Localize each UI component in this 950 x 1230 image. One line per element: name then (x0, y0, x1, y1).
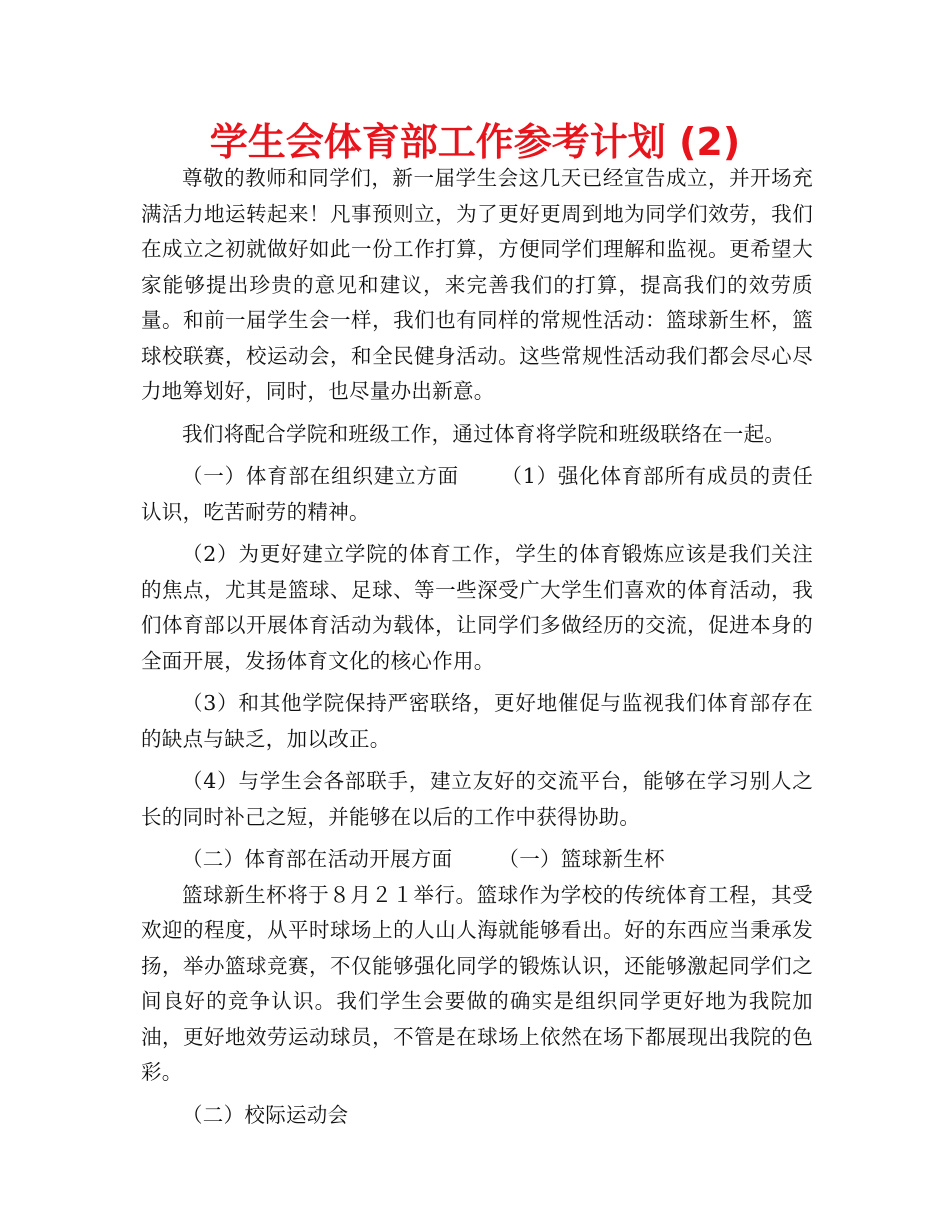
section-2-paragraph (141, 842, 813, 878)
section-2-subheading-1: （一）篮球新生杯 (498, 847, 665, 871)
intro-paragraph: 尊敬的教师和同学们，新一届学生会这几天已经宣告成立，并开场充满活力地运转起来！凡事预则立，为了更好更周到地为同学们效劳，我们在成立之初就做好如此一份工作打算，方便同学们理解和监视。更希望大家能够提出珍贵的意见和建议，来完善我们的打算，提高我们的效劳质量。和前一届学生会一样，我们也有同样的常规性活动：篮球新生杯，篮球校联赛，校运动会，和全民健身活动。这些常规性活动我们都会尽心尽力地筹划好，同时，也尽量办出新意。 (141, 166, 813, 403)
section-1-heading: （一）体育部在组织建立方面 (182, 464, 459, 488)
section-1-item-3: （3）和其他学院保持严密联络，更好地催促与监视我们体育部存在的缺点与缺乏，加以改正。 (141, 691, 813, 751)
section-2-heading: （二）体育部在活动开展方面 (182, 847, 453, 871)
section-1-paragraph (141, 459, 813, 530)
section-1-item-2: （2）为更好建立学院的体育工作，学生的体育锻炼应该是我们关注的焦点，尤其是篮球、足球、等一些深受广大学生们喜欢的体育活动，我们体育部以开展体育活动为载体，让同学们多做经历的交流，促进本身的全面开展，发扬体育文化的核心作用。 (141, 542, 813, 673)
cooperation-paragraph: 我们将配合学院和班级工作，通过体育将学院和班级联络在一起。 (182, 421, 786, 446)
section-2-subheading-2: （二）校际运动会 (182, 1102, 349, 1127)
document-body (141, 161, 813, 1133)
basketball-paragraph: 篮球新生杯将于８月２１举行。篮球作为学校的传统体育工程，其受欢迎的程度，从平时球场上的人山人海就能够看出。好的东西应当秉承发扬，举办篮球竞赛，不仅能够强化同学的锻炼认识，还能够激起同学们之间良好的竞争认识。我们学生会要做的确实是组织同学更好地为我院加油，更好地效劳运动球员，不管是在球场上依然在场下都展现出我院的色彩。 (141, 882, 813, 1084)
section-1-item-1: （1）强化体育部所有成员的责任认识，吃苦耐劳的精神。 (141, 464, 813, 524)
section-1-item-4: （4）与学生会各部联手，建立友好的交流平台，能够在学习别人之长的同时补己之短，并能够在以后的工作中获得协助。 (141, 769, 813, 829)
document-title: 学生会体育部工作参考计划 (2) (209, 120, 741, 164)
